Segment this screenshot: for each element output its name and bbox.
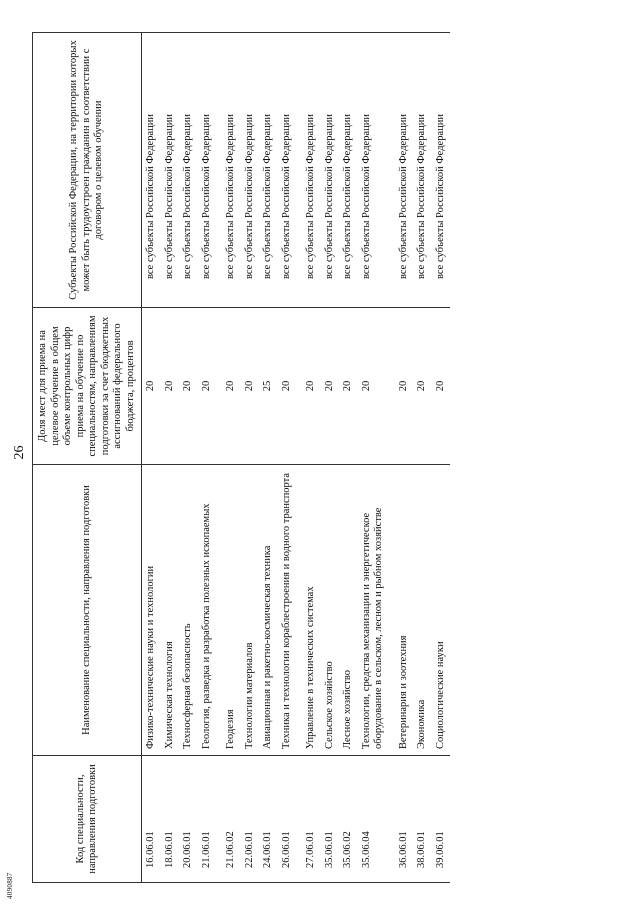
cell-name: Технологии материалов — [241, 465, 260, 756]
table-header — [33, 33, 142, 883]
cell-code: 35.06.04 — [358, 756, 389, 883]
cell-code: 24.06.01 — [259, 756, 278, 883]
table-row — [179, 33, 198, 883]
cell-share: 20 — [432, 308, 451, 465]
cell-code: 20.06.01 — [179, 756, 198, 883]
cell-code: 39.06.01 — [432, 756, 451, 883]
cell-code: 21.06.01 — [198, 756, 217, 883]
cell-code: 35.06.02 — [339, 756, 358, 883]
table-row — [142, 33, 161, 883]
cell-share: 20 — [413, 308, 432, 465]
cell-share: 25 — [259, 308, 278, 465]
cell-name: Техника и технологии кораблестроения и водного транспорта — [278, 465, 297, 756]
cell-subjects: все субъекты Российской Федерации — [142, 33, 161, 308]
cell-name: Авиационная и ракетно-космическая техника — [259, 465, 278, 756]
header-name: Наименование специальности, направления подготовки — [33, 465, 142, 756]
cell-share: 20 — [389, 308, 414, 465]
cell-code: 22.06.01 — [241, 756, 260, 883]
table-body — [142, 33, 451, 883]
cell-share: 20 — [216, 308, 241, 465]
cell-name: Сельское хозяйство — [321, 465, 340, 756]
cell-name: Геология, разведка и разработка полезных ископаемых — [198, 465, 217, 756]
cell-code: 26.06.01 — [278, 756, 297, 883]
cell-subjects: все субъекты Российской Федерации — [179, 33, 198, 308]
cell-share: 20 — [321, 308, 340, 465]
cell-code: 35.06.01 — [321, 756, 340, 883]
cell-code: 36.06.01 — [389, 756, 414, 883]
cell-subjects: все субъекты Российской Федерации — [321, 33, 340, 308]
cell-code: 21.06.02 — [216, 756, 241, 883]
cell-name: Социологические науки — [432, 465, 451, 756]
cell-subjects: все субъекты Российской Федерации — [432, 33, 451, 308]
cell-subjects: все субъекты Российской Федерации — [389, 33, 414, 308]
cell-subjects: все субъекты Российской Федерации — [413, 33, 432, 308]
cell-share: 20 — [296, 308, 321, 465]
cell-subjects: все субъекты Российской Федерации — [358, 33, 389, 308]
document-code: 4090887 — [6, 872, 14, 899]
cell-code: 27.06.01 — [296, 756, 321, 883]
table-row — [432, 33, 451, 883]
cell-share: 20 — [358, 308, 389, 465]
cell-code: 16.06.01 — [142, 756, 161, 883]
table-row — [296, 33, 321, 883]
table-row — [259, 33, 278, 883]
table-row — [358, 33, 389, 883]
table-row — [321, 33, 340, 883]
table-row — [389, 33, 414, 883]
cell-subjects: все субъекты Российской Федерации — [296, 33, 321, 308]
cell-share: 20 — [142, 308, 161, 465]
cell-subjects: все субъекты Российской Федерации — [216, 33, 241, 308]
header-code: Код специальности, направления подготовки — [33, 756, 142, 883]
header-share: Доля мест для приема на целевое обучение в общем объеме контрольных цифр приема на обучение по специальностям, направлениям подготовки за счет бюджетных ассигнований федерального бюджета, процентов — [33, 308, 142, 465]
cell-name: Лесное хозяйство — [339, 465, 358, 756]
table-row — [339, 33, 358, 883]
cell-name: Физико-технические науки и технологии — [142, 465, 161, 756]
admission-quota-table — [32, 32, 450, 883]
cell-name: Геодезия — [216, 465, 241, 756]
cell-name: Ветеринария и зоотехния — [389, 465, 414, 756]
cell-name: Технологии, средства механизации и энергетическое оборудование в сельском, лесном и рыбном хозяйстве — [358, 465, 389, 756]
header-subjects: Субъекты Российской Федерации, на территории которых может быть трудоустроен гражданин в соответствии с договором о целевом обучении — [33, 33, 142, 308]
cell-name: Управление в технических системах — [296, 465, 321, 756]
cell-share: 20 — [241, 308, 260, 465]
cell-code: 38.06.01 — [413, 756, 432, 883]
cell-subjects: все субъекты Российской Федерации — [198, 33, 217, 308]
cell-share: 20 — [161, 308, 180, 465]
cell-subjects: все субъекты Российской Федерации — [259, 33, 278, 308]
table-row — [241, 33, 260, 883]
cell-subjects: все субъекты Российской Федерации — [278, 33, 297, 308]
cell-name: Химическая технология — [161, 465, 180, 756]
cell-share: 20 — [198, 308, 217, 465]
table-row — [278, 33, 297, 883]
cell-subjects: все субъекты Российской Федерации — [241, 33, 260, 308]
cell-name: Техносферная безопасность — [179, 465, 198, 756]
cell-share: 20 — [339, 308, 358, 465]
cell-code: 18.06.01 — [161, 756, 180, 883]
page-number: 26 — [12, 445, 27, 460]
cell-share: 20 — [278, 308, 297, 465]
table-row — [216, 33, 241, 883]
cell-name: Экономика — [413, 465, 432, 756]
table-row — [198, 33, 217, 883]
cell-share: 20 — [179, 308, 198, 465]
cell-subjects: все субъекты Российской Федерации — [339, 33, 358, 308]
table-row — [161, 33, 180, 883]
table-row — [413, 33, 432, 883]
cell-subjects: все субъекты Российской Федерации — [161, 33, 180, 308]
